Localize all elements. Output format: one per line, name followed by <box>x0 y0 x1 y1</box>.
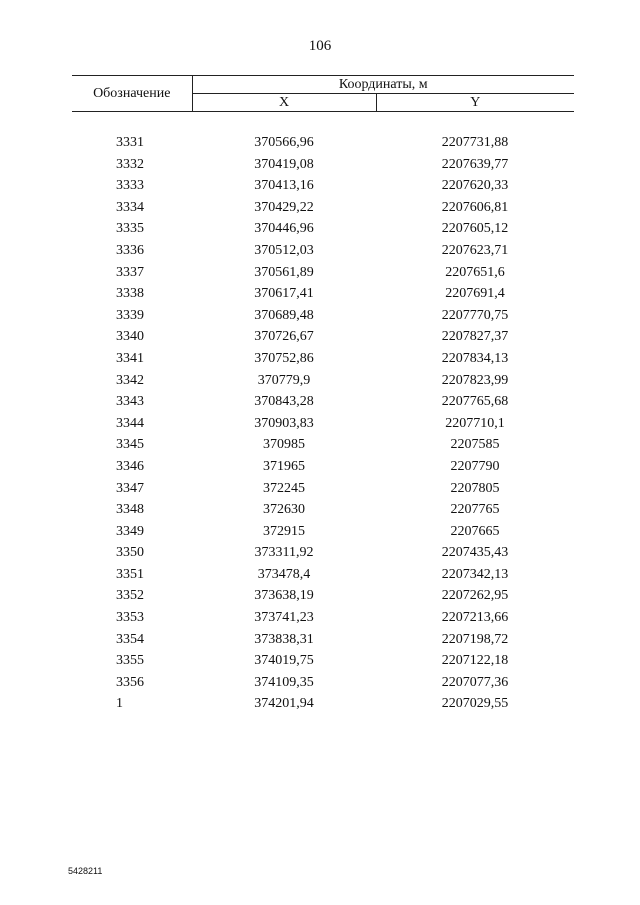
table-row <box>72 499 574 521</box>
y-coordinate-cell: 2207765,68 <box>441 394 509 410</box>
x-coordinate-cell: 373311,92 <box>254 545 314 561</box>
table-row <box>72 240 574 262</box>
table-row <box>72 434 574 456</box>
x-coordinate-cell: 374201,94 <box>254 696 314 712</box>
table-row <box>72 348 574 370</box>
table-row <box>72 262 574 284</box>
point-id-cell: 3336 <box>116 242 144 258</box>
point-id-cell: 3344 <box>116 415 144 431</box>
point-id-cell: 3341 <box>116 350 144 366</box>
point-id-cell: 3335 <box>116 221 144 237</box>
y-coordinate-cell: 2207606,81 <box>441 199 509 215</box>
point-id-cell: 3343 <box>116 394 144 410</box>
y-coordinate-cell: 2207665 <box>450 523 500 539</box>
x-coordinate-cell: 373838,31 <box>254 631 314 647</box>
table-row <box>72 175 574 197</box>
table-row <box>72 521 574 543</box>
x-coordinate-cell: 372915 <box>263 523 305 539</box>
x-coordinate-cell: 370561,89 <box>254 264 314 280</box>
page-number: 106 <box>308 38 332 54</box>
point-id-cell: 3356 <box>116 674 144 690</box>
y-coordinate-cell: 2207122,18 <box>441 653 509 669</box>
point-id-cell: 3331 <box>116 135 144 150</box>
y-coordinate-cell: 2207435,43 <box>441 545 509 561</box>
point-id-cell: 3337 <box>116 264 144 280</box>
point-id-cell: 3332 <box>116 156 144 172</box>
table-row <box>72 607 574 629</box>
y-coordinate-cell: 2207620,33 <box>441 178 509 194</box>
x-coordinate-cell: 372630 <box>263 502 305 518</box>
y-coordinate-cell: 2207605,12 <box>441 221 509 237</box>
table-row <box>72 305 574 327</box>
y-coordinate-cell: 2207770,75 <box>441 307 509 323</box>
table-row <box>72 542 574 564</box>
y-coordinate-cell: 2207710,1 <box>445 415 505 431</box>
x-coordinate-cell: 370429,22 <box>254 199 314 215</box>
x-header: X <box>192 94 376 112</box>
table-row <box>72 132 574 154</box>
coordinates-table <box>72 75 574 715</box>
table-row <box>72 283 574 305</box>
point-id-cell: 3355 <box>116 653 144 669</box>
point-id-cell: 3334 <box>116 199 144 215</box>
x-coordinate-cell: 374019,75 <box>254 653 314 669</box>
point-id-cell: 3349 <box>116 523 144 539</box>
x-coordinate-cell: 370413,16 <box>254 178 314 194</box>
table-row <box>72 564 574 586</box>
y-coordinate-cell: 2207765 <box>450 502 500 518</box>
point-id-cell: 3339 <box>116 307 144 323</box>
point-id-cell: 3354 <box>116 631 144 647</box>
y-coordinate-cell: 2207651,6 <box>445 264 505 280</box>
table-row <box>72 326 574 348</box>
x-coordinate-cell: 370617,41 <box>254 286 314 302</box>
point-id-cell: 3351 <box>116 566 144 582</box>
point-id-cell: 3346 <box>116 458 144 474</box>
table-row <box>72 456 574 478</box>
table-row <box>72 391 574 413</box>
point-id-cell: 3348 <box>116 502 144 518</box>
x-coordinate-cell: 372245 <box>263 480 305 496</box>
table-row <box>72 478 574 500</box>
table-row <box>72 413 574 435</box>
point-id-cell: 3353 <box>116 610 144 626</box>
y-coordinate-cell: 2207827,37 <box>441 329 509 345</box>
y-coordinate-cell: 2207198,72 <box>441 631 509 647</box>
point-id-cell: 3333 <box>116 178 144 194</box>
x-coordinate-cell: 370689,48 <box>254 307 314 323</box>
table-row <box>72 370 574 392</box>
y-coordinate-cell: 2207077,36 <box>441 674 509 690</box>
point-id-cell: 3342 <box>116 372 144 388</box>
x-coordinate-cell: 373638,19 <box>254 588 314 604</box>
table-row <box>72 197 574 219</box>
table-row <box>72 693 574 715</box>
coordinates-header: Координаты, м <box>192 76 574 94</box>
table-row <box>72 629 574 651</box>
x-coordinate-cell: 370779,9 <box>257 372 311 388</box>
point-id-cell: 3352 <box>116 588 144 604</box>
table-row <box>72 218 574 240</box>
x-coordinate-cell: 370512,03 <box>254 242 314 258</box>
x-coordinate-cell: 370843,28 <box>254 394 314 410</box>
point-id-cell: 3338 <box>116 286 144 302</box>
y-coordinate-cell: 2207823,99 <box>441 372 509 388</box>
y-coordinate-cell: 2207262,95 <box>441 588 509 604</box>
x-coordinate-cell: 370446,96 <box>254 221 314 237</box>
x-coordinate-cell: 370419,08 <box>254 156 314 172</box>
y-header: Y <box>376 94 574 112</box>
table-row <box>72 585 574 607</box>
x-coordinate-cell: 370752,86 <box>254 350 314 366</box>
x-coordinate-cell: 370985 <box>263 437 305 453</box>
x-coordinate-cell: 370566,96 <box>254 135 314 150</box>
x-coordinate-cell: 374109,35 <box>254 674 314 690</box>
point-id-cell: 1 <box>116 696 123 712</box>
table-row <box>72 650 574 672</box>
y-coordinate-cell: 2207805 <box>450 480 500 496</box>
footer-code: 5428211 <box>68 866 103 876</box>
y-coordinate-cell: 2207623,71 <box>441 242 509 258</box>
point-id-cell: 3340 <box>116 329 144 345</box>
point-id-cell: 3345 <box>116 437 144 453</box>
table-row <box>72 154 574 176</box>
x-coordinate-cell: 371965 <box>263 458 305 474</box>
x-coordinate-cell: 370903,83 <box>254 415 314 431</box>
y-coordinate-cell: 2207342,13 <box>441 566 509 582</box>
point-id-cell: 3347 <box>116 480 144 496</box>
table-body <box>72 112 574 716</box>
y-coordinate-cell: 2207790 <box>450 458 500 474</box>
y-coordinate-cell: 2207834,13 <box>441 350 509 366</box>
x-coordinate-cell: 373741,23 <box>254 610 314 626</box>
point-id-cell: 3350 <box>116 545 144 561</box>
y-coordinate-cell: 2207585 <box>450 437 500 453</box>
table-row <box>72 672 574 694</box>
designation-header: Обозначение <box>72 76 192 112</box>
y-coordinate-cell: 2207639,77 <box>441 156 509 172</box>
y-coordinate-cell: 2207731,88 <box>441 135 509 150</box>
y-coordinate-cell: 2207213,66 <box>441 610 509 626</box>
x-coordinate-cell: 370726,67 <box>254 329 314 345</box>
y-coordinate-cell: 2207029,55 <box>441 696 509 712</box>
y-coordinate-cell: 2207691,4 <box>445 286 505 302</box>
x-coordinate-cell: 373478,4 <box>257 566 311 582</box>
